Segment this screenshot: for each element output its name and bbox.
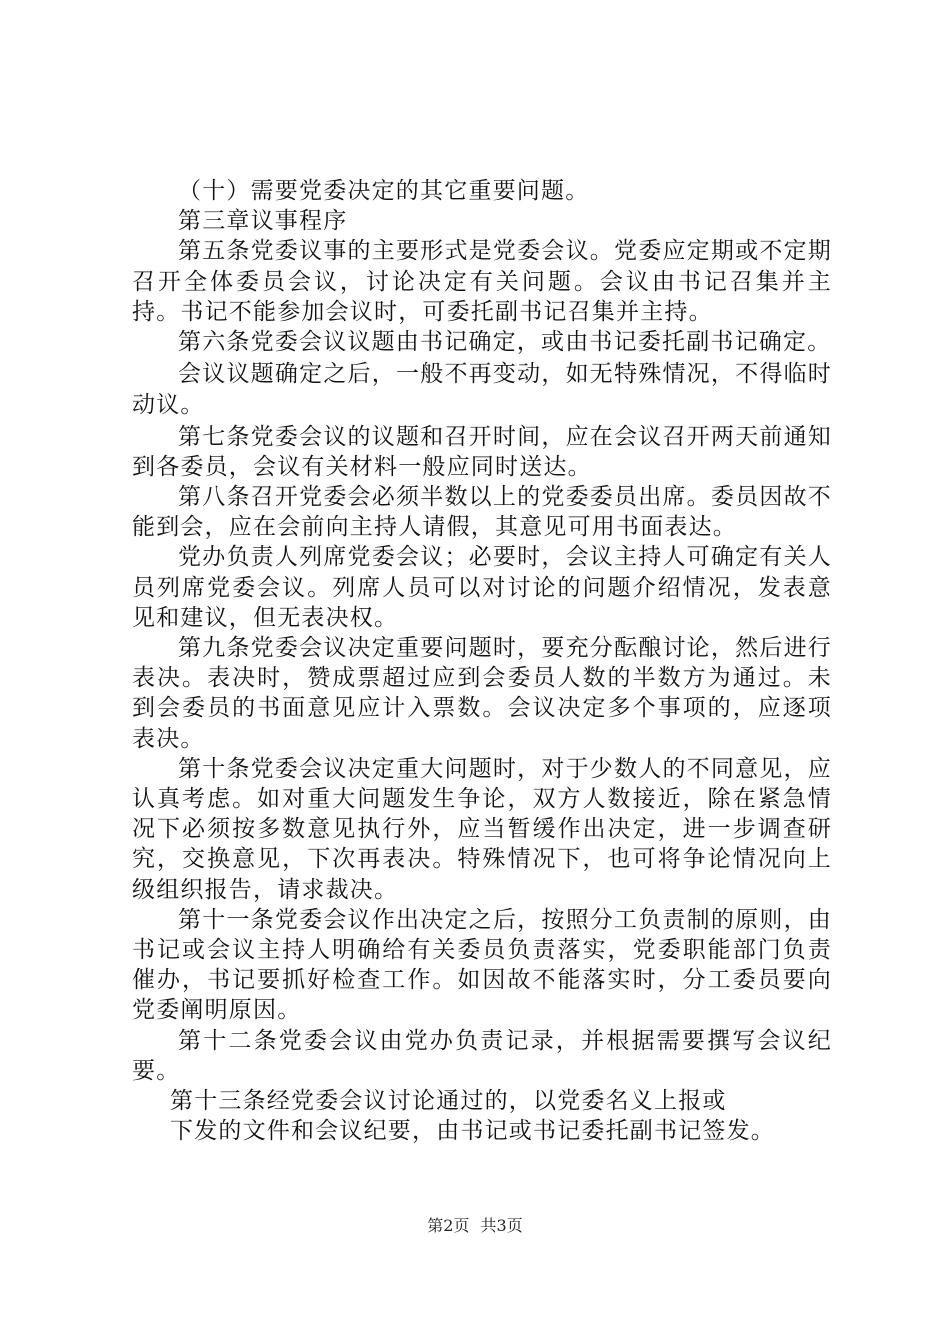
- page-number: 第2页: [427, 1216, 470, 1235]
- paragraph-article-6: 第六条党委会议议题由书记确定，或由书记委托副书记确定。: [178, 329, 832, 356]
- paragraph-article-9: 第九条党委会议决定重要问题时，要充分酝酿讨论，然后进行表决。表决时，赞成票超过应到会委员人数的半数方为通过。未到会委员的书面意见应计入票数。会议决定多个事项的，应逐项表决。: [132, 634, 832, 752]
- paragraph-article-8: 第八条召开党委会必须半数以上的党委委员出席。委员因故不能到会，应在会前向主持人请假，其意见可用书面表达。: [132, 483, 832, 541]
- paragraph-article-13: 第十三条经党委会议讨论通过的，以党委名义上报或: [170, 1087, 727, 1114]
- paragraph-article-7: 第七条党委会议的议题和召开时间，应在会议召开两天前通知到各委员，会议有关材料一般应同时送达。: [132, 423, 832, 480]
- paragraph-observers: 党办负责人列席党委会议；必要时，会议主持人可确定有关人员列席党委会议。列席人员可以对讨论的问题介绍情况，发表意见和建议，但无表决权。: [132, 544, 832, 631]
- chapter-heading: 第三章议事程序: [178, 208, 348, 235]
- paragraph-article-11: 第十一条党委会议作出决定之后，按照分工负责制的原则，由书记或会议主持人明确给有关委员负责落实，党委职能部门负责催办，书记要抓好检查工作。如因故不能落实时，分工委员要向党委阐明原因。: [132, 906, 832, 1024]
- document-body: [132, 176, 832, 1146]
- paragraph-item-10: （十）需要党委决定的其它重要问题。: [178, 178, 590, 204]
- paragraph-article-12: 第十二条党委会议由党办负责记录，并根据需要撰写会议纪要。: [132, 1027, 832, 1084]
- page-footer: [0, 1213, 950, 1236]
- page-total: 共3页: [480, 1216, 523, 1235]
- paragraph-article-5: 第五条党委议事的主要形式是党委会议。党委应定期或不定期召开全体委员会议，讨论决定有关问题。会议由书记召集并主持。书记不能参加会议时，可委托副书记召集并主持。: [132, 238, 832, 325]
- paragraph-article-13-cont: 下发的文件和会议纪要，由书记或书记委托副书记签发。: [170, 1118, 775, 1145]
- paragraph-article-10: 第十条党委会议决定重大问题时，对于少数人的不同意见，应认真考虑。如对重大问题发生争论，双方人数接近，除在紧急情况下必须按多数意见执行外，应当暂缓作出决定，进一步调查研究，交换意见，下次再表决。特殊情况下，也可将争论情况向上级组织报告，请求裁决。: [132, 755, 832, 903]
- paragraph-agenda-fixed: 会议议题确定之后，一般不再变动，如无特殊情况，不得临时动议。: [132, 360, 832, 419]
